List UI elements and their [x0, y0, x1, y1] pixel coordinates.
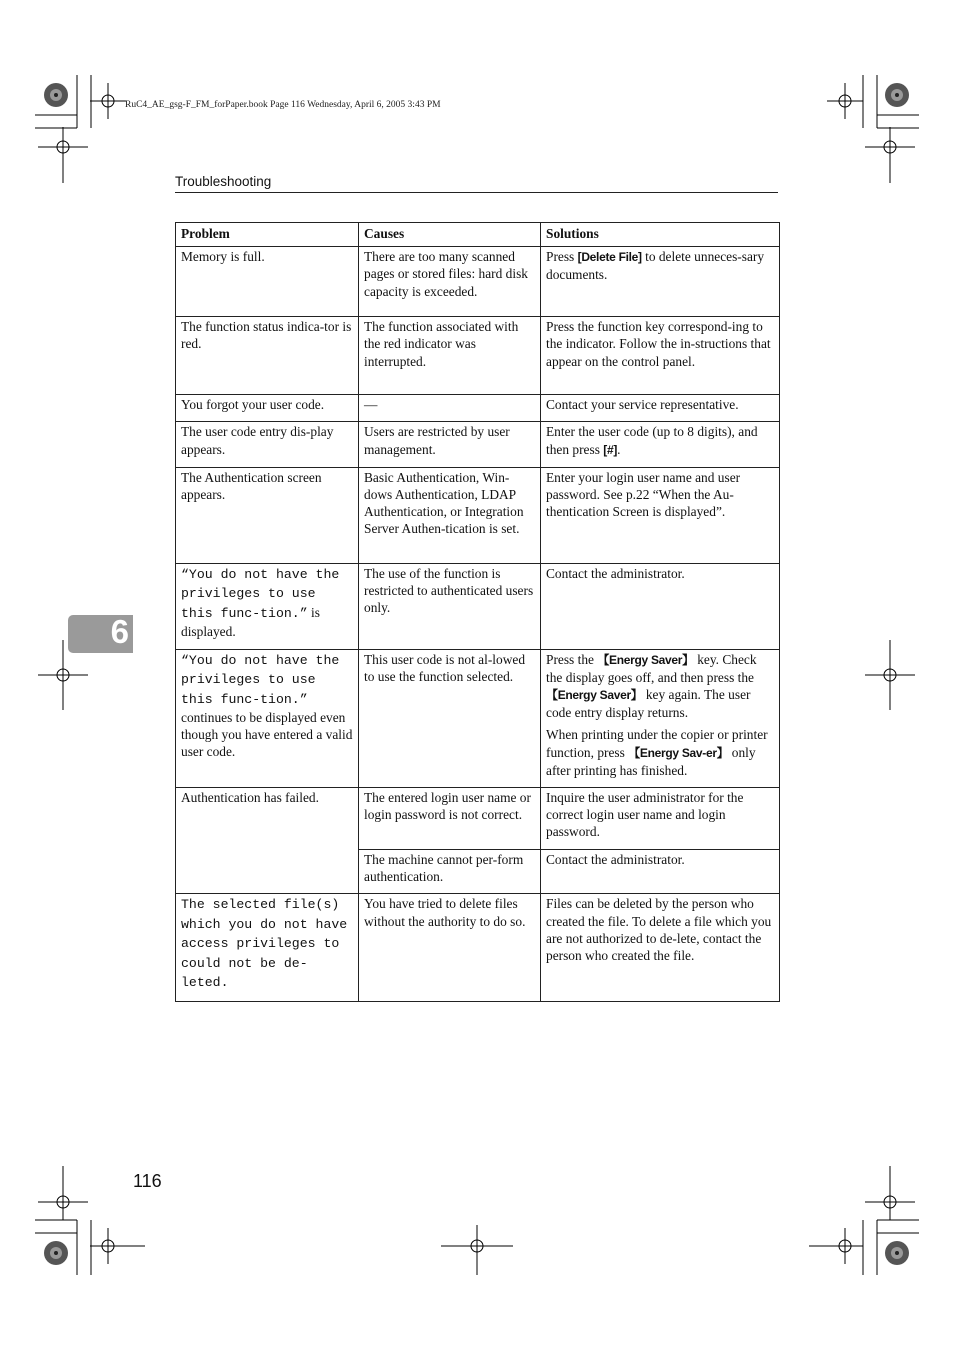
table-row	[176, 317, 780, 395]
cause-cell: The function associated with the red indicator was interrupted.	[359, 317, 541, 395]
cause-cell: You have tried to delete files without the authority to do so.	[359, 894, 541, 1002]
table-row	[176, 649, 780, 787]
solution-text: key again. The user code entry display returns.	[546, 686, 751, 721]
solution-paragraph-2	[546, 726, 774, 779]
crop-mark-mid-right	[855, 640, 925, 710]
energy-saver-key: 【Energy Saver】	[597, 652, 694, 667]
solution-text: key. Check the display goes off, and then press the	[546, 651, 757, 685]
problem-cell: You forgot your user code.	[176, 395, 359, 422]
solution-text: .	[617, 441, 621, 457]
solution-cell: Contact the administrator.	[541, 563, 780, 649]
troubleshooting-table	[175, 222, 780, 1002]
table-row	[176, 787, 780, 849]
table-row	[176, 422, 780, 467]
solution-cell	[541, 247, 780, 317]
hash-key: [#]	[603, 442, 618, 457]
cause-cell: The use of the function is restricted to authenticated users only.	[359, 563, 541, 649]
crop-mark-top-left	[0, 0, 160, 190]
solution-cell: Enter your login user name and user password. See p.22 “When the Au-thentication Screen is displayed”.	[541, 467, 780, 563]
problem-cell: Memory is full.	[176, 247, 359, 317]
column-header-problem: Problem	[176, 223, 359, 247]
solution-cell: Contact the administrator.	[541, 849, 780, 893]
solution-text: to delete unneces-sary documents.	[546, 249, 765, 283]
energy-saver-key: 【Energy Saver】	[546, 687, 643, 702]
chapter-tab	[68, 615, 133, 653]
column-header-solutions: Solutions	[541, 223, 780, 247]
running-head: Troubleshooting	[175, 174, 272, 189]
error-message: “You do not have the privileges to use this func-tion.”	[181, 652, 340, 707]
solution-cell: Inquire the user administrator for the correct login user name and login password.	[541, 787, 780, 849]
problem-cell	[176, 649, 359, 787]
crop-mark-bottom-right	[794, 1160, 954, 1348]
solution-text: Enter the user code (up to 8 digits), and then press	[546, 424, 758, 457]
table-row	[176, 894, 780, 1002]
delete-file-key: [Delete File]	[577, 250, 642, 265]
crop-mark-bottom-center	[437, 1225, 517, 1280]
crop-mark-top-right	[794, 0, 954, 190]
problem-cell	[176, 563, 359, 649]
solution-cell: Press the function key correspond-ing to the indicator. Follow the in-structions that appear on the control panel.	[541, 317, 780, 395]
table-row	[176, 467, 780, 563]
cause-cell: The machine cannot per-form authentication.	[359, 849, 541, 893]
solution-cell: Contact your service representative.	[541, 395, 780, 422]
cause-cell: The entered login user name or login password is not correct.	[359, 787, 541, 849]
error-message: The selected file(s) which you do not have access privileges to could not be de-leted.	[181, 897, 348, 991]
solution-cell	[541, 422, 780, 467]
energy-saver-key: 【Energy Sav-er】	[628, 745, 729, 760]
solution-text: only after printing has finished.	[546, 744, 756, 778]
table-row	[176, 247, 780, 317]
table-row	[176, 563, 780, 649]
column-header-causes: Causes	[359, 223, 541, 247]
problem-cell: The user code entry dis-play appears.	[176, 422, 359, 467]
cause-cell: Basic Authentication, Win-dows Authentication, LDAP Authentication, or Integration Server Authen-tication is set.	[359, 467, 541, 563]
error-message: “You do not have the privileges to use this func-tion.”	[181, 566, 340, 621]
cause-cell: This user code is not al-lowed to use the function selected.	[359, 649, 541, 787]
problem-cell: The Authentication screen appears.	[176, 467, 359, 563]
solution-text: Press the	[546, 651, 598, 667]
cause-cell: There are too many scanned pages or stored files: hard disk capacity is exceeded.	[359, 247, 541, 317]
table-header-row	[176, 223, 780, 247]
solution-cell	[541, 649, 780, 787]
problem-cell: The function status indica-tor is red.	[176, 317, 359, 395]
cause-cell: Users are restricted by user management.	[359, 422, 541, 467]
table-row	[176, 395, 780, 422]
print-meta-line: RuC4_AE_gsg-F_FM_forPaper.book Page 116 Wednesday, April 6, 2005 3:43 PM	[125, 100, 441, 110]
chapter-number: 6	[110, 613, 129, 650]
problem-cell: Authentication has failed.	[176, 787, 359, 893]
cause-cell: —	[359, 395, 541, 422]
problem-text: continues to be displayed even though you have entered a valid user code.	[181, 710, 353, 760]
problem-cell	[176, 894, 359, 1002]
header-rule	[175, 192, 778, 193]
solution-text: When printing under the copier or printer function, press	[546, 727, 768, 760]
problem-text: is displayed.	[181, 604, 320, 640]
solution-text: Press	[546, 249, 578, 265]
page-number: 116	[133, 1171, 162, 1191]
solution-cell: Files can be deleted by the person who created the file. To delete a file which you are not authorized to de-lete, contact the person who created the file.	[541, 894, 780, 1002]
